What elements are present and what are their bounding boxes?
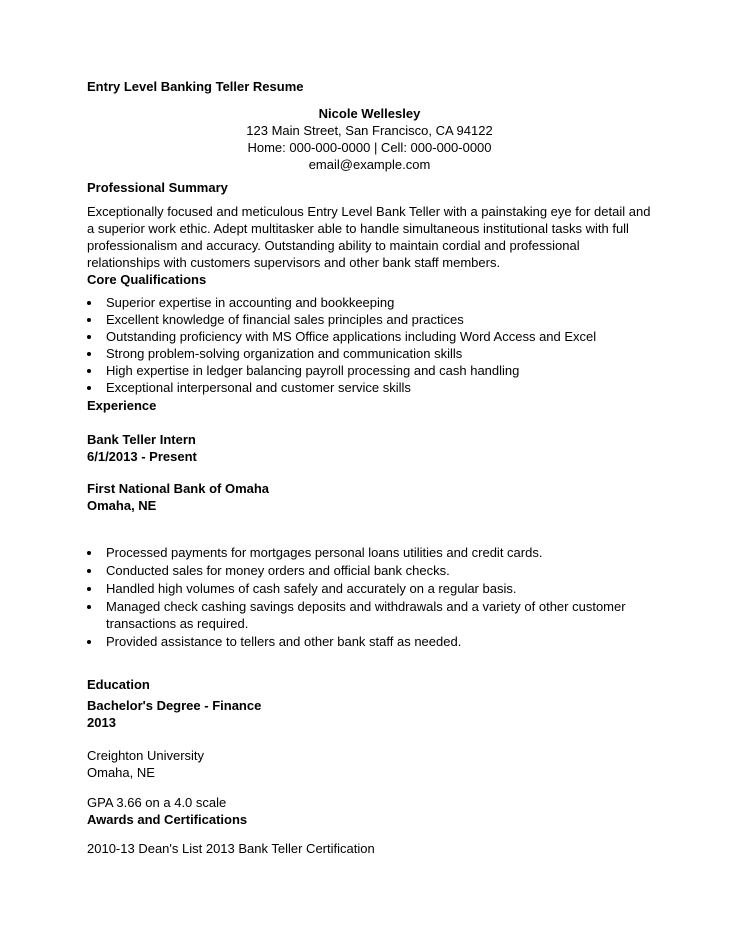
job-dates: 6/1/2013 - Present — [87, 449, 197, 464]
qualification-item: • Excellent knowledge of financial sales principles and practices — [102, 311, 652, 328]
degree-name: Bachelor's Degree - Finance — [87, 698, 262, 713]
qualification-item: • Strong problem-solving organization and communication skills — [102, 345, 652, 362]
contact-header — [87, 105, 652, 173]
email-line: email@example.com — [308, 157, 431, 172]
gpa-line: GPA 3.66 on a 4.0 scale — [87, 795, 227, 810]
experience-item: • Managed check cashing savings deposits and withdrawals and a variety of other customer transactions as required. — [102, 598, 652, 632]
company-name: First National Bank of Omaha — [87, 481, 270, 496]
experience-item: • Processed payments for mortgages personal loans utilities and credit cards. — [102, 544, 652, 561]
section-heading-core-qualifications: Core Qualifications — [87, 272, 207, 287]
qualification-item: • Outstanding proficiency with MS Office applications including Word Access and Excel — [102, 328, 652, 345]
section-heading-education: Education — [87, 677, 150, 692]
qualification-item: • Superior expertise in accounting and bookkeeping — [102, 294, 652, 311]
experience-item: • Conducted sales for money orders and official bank checks. — [102, 562, 652, 579]
section-heading-professional-summary: Professional Summary — [87, 180, 228, 195]
school-location: Omaha, NE — [87, 765, 155, 780]
school-block — [87, 747, 652, 781]
company-location: Omaha, NE — [87, 498, 157, 513]
company-block — [87, 480, 652, 514]
summary-paragraph: Exceptionally focused and meticulous Entry Level Bank Teller with a painstaking eye for detail and a superior work ethic. Adept multitasker able to handle simultaneous institutional tasks with full professionalism and accuracy. Outstanding ability to maintain cordial and professional relationships with customers supervisors and other bank staff members. — [87, 204, 651, 270]
graduation-year: 2013 — [87, 715, 116, 730]
experience-item: • Provided assistance to tellers and other bank staff as needed. — [102, 633, 652, 650]
school-name: Creighton University — [87, 748, 205, 763]
awards-text: 2010-13 Dean's List 2013 Bank Teller Certification — [87, 841, 375, 856]
experience-list — [87, 544, 652, 650]
qualification-item: • High expertise in ledger balancing payroll processing and cash handling — [102, 362, 652, 379]
section-heading-experience: Experience — [87, 398, 157, 413]
document-title: Entry Level Banking Teller Resume — [87, 79, 304, 94]
address-line: 123 Main Street, San Francisco, CA 94122 — [246, 123, 493, 138]
job-title: Bank Teller Intern — [87, 432, 196, 447]
candidate-name: Nicole Wellesley — [318, 106, 421, 121]
section-heading-awards-certifications: Awards and Certifications — [87, 812, 248, 827]
experience-item: • Handled high volumes of cash safely and accurately on a regular basis. — [102, 580, 652, 597]
qualifications-list — [87, 294, 652, 396]
job-title-block — [87, 431, 652, 465]
phone-line: Home: 000-000-0000 | Cell: 000-000-0000 — [247, 140, 492, 155]
qualification-item: • Exceptional interpersonal and customer service skills — [102, 379, 652, 396]
degree-block — [87, 697, 652, 731]
